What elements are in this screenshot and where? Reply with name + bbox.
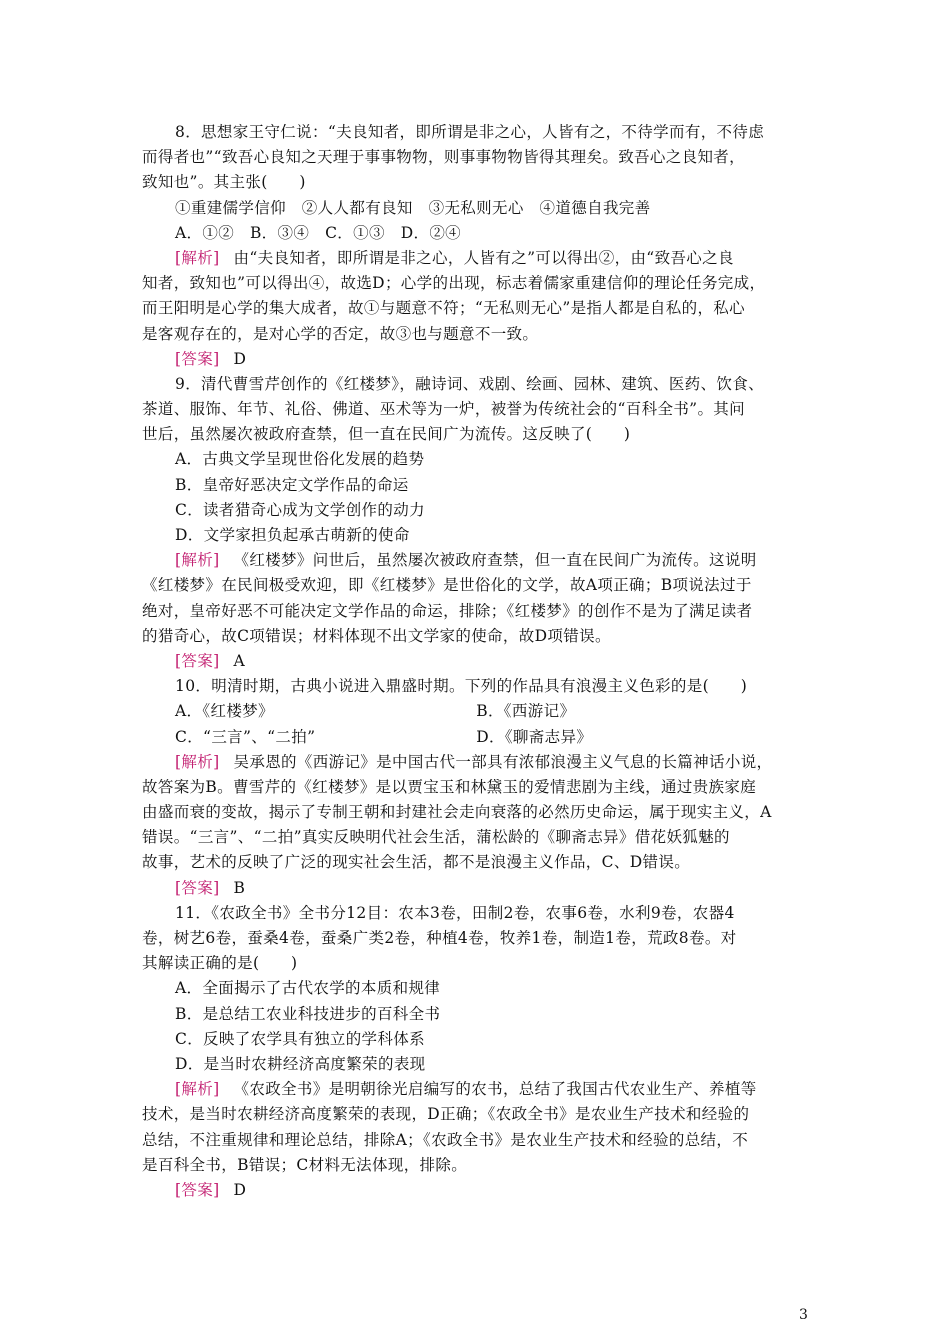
answer-value: D [233, 1180, 247, 1199]
answer-value: A [233, 651, 246, 670]
option-a: A．全面揭示了古代农学的本质和规律 [175, 979, 441, 998]
document-body [142, 120, 810, 1203]
analysis-line: 故事，艺术的反映了广泛的现实社会生活，都不是浪漫主义作品，C、D错误。 [142, 853, 691, 872]
analysis-line: 故答案为B。曹雪芹的《红楼梦》是以贾宝玉和林黛玉的爱情悲剧为主线，通过贵族家庭 [142, 777, 757, 796]
question-text-line: 8．思想家王守仁说：“夫良知者，即所谓是非之心，人皆有之，不待学而有，不待虑 [175, 123, 765, 141]
answer-tag: [答案] [175, 1180, 220, 1199]
question-text-line: 致知也”。其主张( ) [142, 173, 306, 192]
question-11 [142, 901, 810, 1203]
option-d: D．《聊斋志异》 [476, 727, 593, 746]
question-text-line: 而得者也”“致吾心良知之天理于事事物物，则事事物物皆得其理矣。致吾心之良知者， [142, 148, 746, 167]
analysis-line [142, 1077, 810, 1102]
answer-line [142, 649, 810, 674]
question-items: ①重建儒学信仰 ②人人都有良知 ③无私则无心 ④道德自我完善 [175, 198, 651, 217]
analysis-text: 《农政全书》是明朝徐光启编写的农书，总结了我国古代农业生产、养植等 [233, 1080, 757, 1099]
option-a: A．古典文学呈现世俗化发展的趋势 [175, 450, 425, 469]
option-d: D．是当时农耕经济高度繁荣的表现 [175, 1054, 426, 1073]
answer-tag: [答案] [175, 878, 220, 897]
analysis-tag: [解析] [175, 752, 220, 771]
question-9 [142, 372, 810, 674]
option-b: B．皇帝好恶决定文学作品的命运 [175, 475, 409, 494]
option-d: D．文学家担负起承古萌新的使命 [175, 526, 410, 544]
analysis-line: 而王阳明是心学的集大成者，故①与题意不符；“无私则无心”是指人都是自私的，私心 [142, 299, 746, 318]
analysis-line: 由盛而衰的变故，揭示了专制王朝和封建社会走向衰落的必然历史命运，属于现实主义，A [142, 803, 772, 822]
options-row [142, 699, 810, 724]
analysis-line: 是客观存在的，是对心学的否定，故③也与题意不一致。 [142, 324, 539, 343]
option-b: B．是总结工农业科技进步的百科全书 [175, 1004, 441, 1023]
analysis-line: 《红楼梦》在民间极受欢迎，即《红楼梦》是世俗化的文学，故A项正确；B项说法过于 [142, 576, 752, 595]
question-8 [142, 120, 810, 372]
option-c: C．反映了农学具有独立的学科体系 [175, 1029, 425, 1048]
analysis-line [142, 246, 810, 271]
question-10 [142, 674, 810, 901]
analysis-text: 《红楼梦》问世后，虽然屡次被政府查禁，但一直在民间广为流传。这说明 [233, 551, 757, 570]
analysis-line: 技术，是当时农耕经济高度繁荣的表现，D正确；《农政全书》是农业生产技术和经验的 [142, 1105, 750, 1124]
page-number: 3 [799, 1307, 808, 1323]
question-text-line: 卷，树艺6卷，蚕桑4卷，蚕桑广类2卷，种植4卷，牧养1卷，制造1卷，荒政8卷。对 [142, 929, 737, 947]
question-options: A．①② B．③④ C．①③ D．②④ [175, 223, 462, 242]
analysis-line: 的猎奇心，故C项错误；材料体现不出文学家的使命，故D项错误。 [142, 626, 611, 645]
option-a: A．《红楼梦》 [175, 702, 274, 721]
question-text-line: 世后，虽然屡次被政府查禁，但一直在民间广为流传。这反映了( ) [142, 425, 631, 444]
options-row [142, 725, 810, 750]
question-text-line: 茶道、服饰、年节、礼俗、佛道、巫术等为一炉，被誉为传统社会的“百科全书”。其问 [142, 400, 746, 419]
analysis-line: 错误。“三言”、“二拍”真实反映明代社会生活，蒲松龄的《聊斋志异》借花妖狐魅的 [142, 828, 730, 847]
answer-line [142, 347, 810, 372]
analysis-line [142, 548, 810, 573]
analysis-line [142, 750, 810, 775]
analysis-tag: [解析] [175, 248, 220, 267]
answer-line [142, 876, 810, 901]
analysis-tag: [解析] [175, 1080, 220, 1099]
answer-value: B [233, 878, 246, 897]
analysis-line: 知者，致知也”可以得出④，故选D；心学的出现，标志着儒家重建信仰的理论任务完成， [142, 274, 766, 293]
question-text-line: 9．清代曹雪芹创作的《红楼梦》，融诗词、戏剧、绘画、园林、建筑、医药、饮食、 [175, 374, 764, 393]
option-b: B．《西游记》 [476, 702, 576, 721]
answer-tag: [答案] [175, 349, 220, 368]
analysis-tag: [解析] [175, 551, 220, 570]
analysis-line: 是百科全书，B错误；C材料无法体现，排除。 [142, 1155, 468, 1174]
answer-value: D [233, 349, 247, 368]
answer-line [142, 1178, 810, 1203]
analysis-line: 总结，不注重规律和理论总结，排除A；《农政全书》是农业生产技术和经验的总结，不 [142, 1130, 749, 1149]
option-c: C．“三言”、“二拍” [175, 727, 316, 746]
analysis-text: 由“夫良知者，即所谓是非之心，人皆有之”可以得出②，由“致吾心之良 [233, 248, 734, 267]
question-text-line: 10．明清时期，古典小说进入鼎盛时期。下列的作品具有浪漫主义色彩的是( ) [175, 677, 748, 696]
question-text-line: 11．《农政全书》全书分12目：农本3卷，田制2卷，农事6卷，水利9卷，农器4 [175, 903, 735, 922]
analysis-line: 绝对，皇帝好恶不可能决定文学作品的命运，排除；《红楼梦》的创作不是为了满足读者 [142, 601, 753, 620]
analysis-text: 吴承恩的《西游记》是中国古代一部具有浓郁浪漫主义气息的长篇神话小说， [233, 752, 773, 771]
option-c: C．读者猎奇心成为文学创作的动力 [175, 500, 425, 519]
answer-tag: [答案] [175, 651, 220, 670]
question-text-line: 其解读正确的是( ) [142, 954, 298, 973]
